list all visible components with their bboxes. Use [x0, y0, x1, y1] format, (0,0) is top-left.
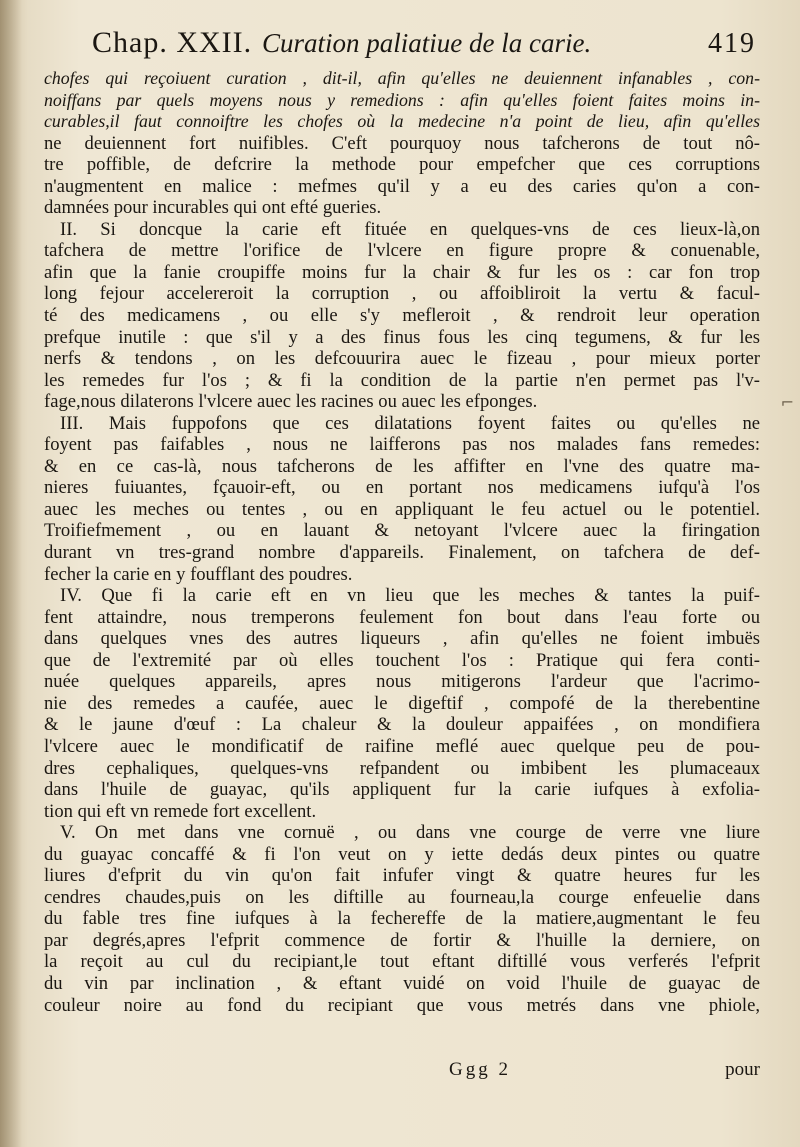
text-line: fecher la carie en y foufflant des poudres. — [44, 563, 353, 585]
text-line: prefque inutile : que s'il y a des finus fous les cinq tegumens, & fur les — [44, 326, 760, 348]
text-line: long fejour accelereroit la corruption , ou affoibliroit la vertu & facul- — [44, 283, 760, 305]
text-line: nerfs & tendons , on les defcouurira auec le fizeau , pour mieux porter — [44, 348, 760, 370]
text-line: tre poffible, de defcrire la methode pour empefcher que ces corruptions — [44, 154, 760, 176]
text-line: fent attaindre, nous tremperons feulement fon bout dans l'eau forte ou — [44, 606, 760, 628]
text-line: nuée quelques appareils, apres nous mitigerons l'ardeur que l'acrimo- — [44, 671, 760, 693]
text-line: II. Si doncque la carie eft fituée en quelques-vns de ces lieux-là,on — [60, 218, 760, 240]
text-line: fage,nous dilaterons l'vlcere auec les racines ou auec les efponges. — [44, 391, 538, 413]
signature-mark: Ggg 2 — [449, 1059, 511, 1080]
text-line: du vin par inclination , & eftant vuidé on void l'huile de guayac de — [44, 972, 760, 994]
text-line: curables,il faut connoiftre les chofes où la medecine n'a point de lieu, afin qu'elles — [44, 111, 760, 132]
page-number: 419 — [708, 28, 756, 59]
text-line: IV. Que fi la carie eft en vn lieu que les meches & tantes la puif- — [60, 585, 760, 607]
text-line: V. On met dans vne cornuë , ou dans vne courge de verre vne liure — [60, 822, 760, 844]
text-line: les remedes fur l'os ; & fi la condition de la partie n'en permet pas l'v- — [44, 369, 760, 391]
text-line: III. Mais fuppofons que ces dilatations foyent faites ou qu'elles ne — [60, 412, 760, 434]
text-line: & en ce cas-là, nous tafcherons de les affifter en l'vne des quatre ma- — [44, 455, 760, 477]
text-line: & le jaune d'œuf : La chaleur & la douleur appaifées , on mondifiera — [44, 714, 760, 736]
chapter-heading: Chap. XXII. — [92, 26, 253, 59]
text-line: noiffans par quels moyens nous y remedions : afin qu'elles foient faites moins in- — [44, 89, 760, 110]
text-line: damnées pour incurables qui ont efté gueries. — [44, 197, 382, 219]
text-line: té des medicamens , ou elle s'y mefleroit , & rendroit leur operation — [44, 305, 760, 327]
text-line: ne deuiennent fort nuifibles. C'eft pourquoy nous tafcherons de tout nô- — [44, 132, 760, 154]
catchword: pour — [725, 1059, 760, 1080]
text-line: tion qui eft vn remede fort excellent. — [44, 800, 317, 822]
gutter-shadow — [0, 0, 22, 1147]
text-line: couleur noire au fond du recipiant que vous metrés dans vne phiole, — [44, 994, 760, 1016]
body-text — [44, 68, 760, 1016]
text-line: la reçoit au cul du recipiant,le tout eftant diftillé vous verferés l'efprit — [44, 951, 760, 973]
page-footer — [44, 1059, 760, 1083]
text-line: Troifiefmement , ou en lauant & netoyant l'vlcere auec la firingation — [44, 520, 760, 542]
text-line: que de l'extremité par où elles touchent l'os : Pratique qui fera conti- — [44, 649, 760, 671]
text-line: auec les meches ou tentes , ou en appliquant le feu actuel ou le potentiel. — [44, 498, 760, 520]
text-line: nieres fuiuantes, fçauoir-eft, ou en portant nos medicamens iufqu'à l'os — [44, 477, 760, 499]
text-line: par degrés,apres l'efprit commence de fortir & l'huille la derniere, on — [44, 929, 760, 951]
text-line: du fable tres fine iufques à la fechereffe de la matiere,augmentant le feu — [44, 908, 760, 930]
running-title: Curation paliatiue de la carie. — [262, 28, 592, 58]
text-line: foyent pas faifables , nous ne laifferons pas nos malades fans remedes: — [44, 434, 760, 456]
text-line: dans quelques vnes des autres liqueurs , afin qu'elles ne foient imbuës — [44, 628, 760, 650]
text-line: tafchera de mettre l'orifice de l'vlcere en figure propre & conuenable, — [44, 240, 760, 262]
text-line: nie des remedes a caufée, auec le digeftif , compofé de la therebentine — [44, 692, 760, 714]
text-line: n'augmentent en malice : mefmes qu'il y a eu des caries qu'on a con- — [44, 175, 760, 197]
text-line: durant vn tres-grand nombre d'appareils. Finalement, on tafchera de def- — [44, 542, 760, 564]
text-line: dres cephaliques, quelques-vns refpandent ou imbibent les plumaceaux — [44, 757, 760, 779]
text-line: l'vlcere auec le mondificatif de raifine meflé auec quelque peu de pou- — [44, 735, 760, 757]
text-line: chofes qui reçoiuent curation , dit-il, afin qu'elles ne deuiennent infanables , con- — [44, 68, 760, 88]
margin-bracket-mark: ⌐ — [780, 393, 794, 412]
text-line: liures d'efprit du vin qu'on fait infufer vingt & quatre heures fur les — [44, 865, 760, 887]
text-line: afin que la fanie croupiffe moins fur la chair & fur les os : car fon trop — [44, 261, 760, 283]
text-line: dans l'huile de guayac, qu'ils appliquent fur la carie iufques à exfolia- — [44, 779, 760, 801]
text-line: cendres chaudes,puis on les diftille au fourneau,la courge enfeuelie dans — [44, 886, 760, 908]
page-header — [40, 20, 760, 66]
text-line: du guayac concaffé & fi l'on veut on y iette dedás deux pintes ou quatre — [44, 843, 760, 865]
